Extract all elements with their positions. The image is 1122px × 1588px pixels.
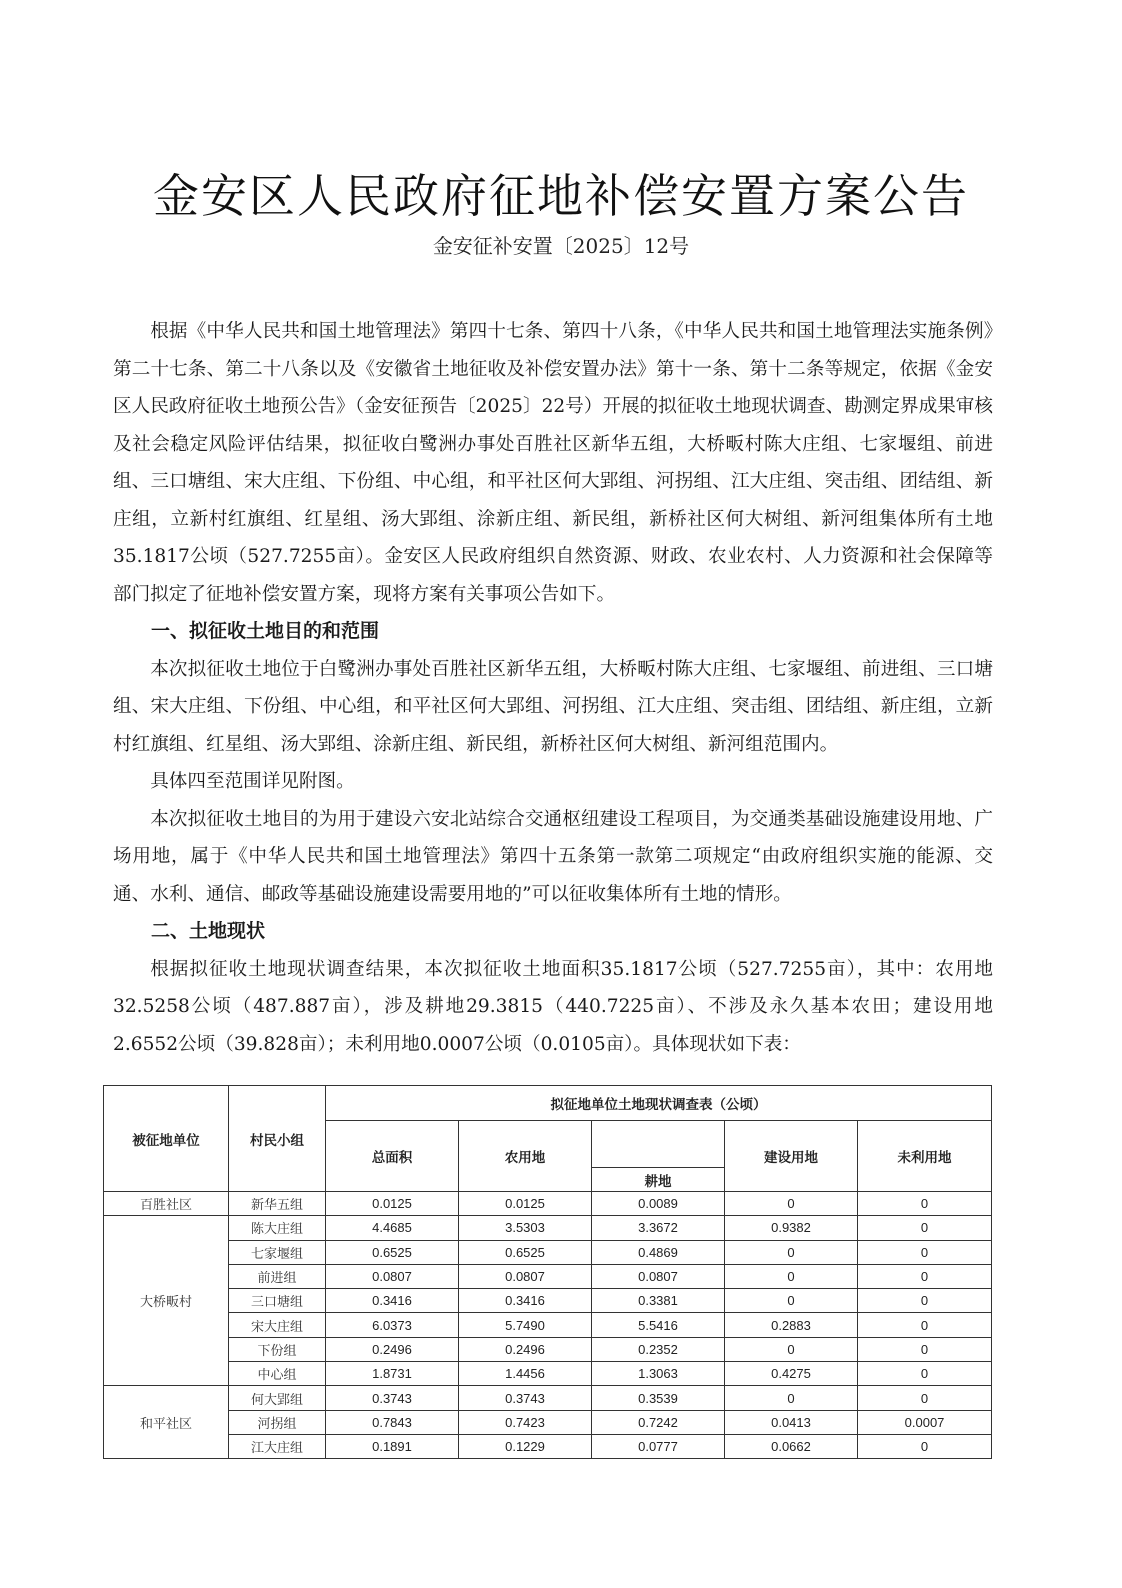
total-cell: 0.6525 bbox=[326, 1240, 459, 1264]
unit-cell: 和平社区 bbox=[104, 1386, 229, 1459]
construction-cell: 0 bbox=[725, 1289, 858, 1313]
total-cell: 0.2496 bbox=[326, 1337, 459, 1361]
section1-paragraph-3: 本次拟征收土地目的为用于建设六安北站综合交通枢纽建设工程项目，为交通类基础设施建设用地、广场用地，属于《中华人民共和国土地管理法》第四十五条第一款第二项规定“由政府组织实施的能源、交通、水利、通信、邮政等基础设施建设需要用地的”可以征收集体所有土地的情形。 bbox=[113, 808, 993, 905]
unit-cell: 百胜社区 bbox=[104, 1192, 229, 1216]
arable-cell: 0.4869 bbox=[592, 1240, 725, 1264]
farm-cell: 0.0125 bbox=[459, 1192, 592, 1216]
arable-cell: 5.5416 bbox=[592, 1313, 725, 1337]
total-cell: 0.3416 bbox=[326, 1289, 459, 1313]
unused-cell: 0 bbox=[858, 1386, 992, 1410]
total-cell: 0.0125 bbox=[326, 1192, 459, 1216]
arable-cell: 0.7242 bbox=[592, 1410, 725, 1434]
page-title: 金安区人民政府征地补偿安置方案公告 bbox=[153, 169, 969, 223]
group-cell: 新华五组 bbox=[229, 1192, 326, 1216]
construction-cell: 0.0413 bbox=[725, 1410, 858, 1434]
total-cell: 0.1891 bbox=[326, 1434, 459, 1458]
unused-cell: 0 bbox=[858, 1192, 992, 1216]
total-cell: 6.0373 bbox=[326, 1313, 459, 1337]
group-cell: 陈大庄组 bbox=[229, 1216, 326, 1240]
table-row bbox=[104, 1240, 992, 1264]
construction-cell: 0.9382 bbox=[725, 1216, 858, 1240]
header-group: 村民小组 bbox=[229, 1086, 326, 1192]
total-cell: 1.8731 bbox=[326, 1362, 459, 1386]
arable-cell: 0.0089 bbox=[592, 1192, 725, 1216]
group-cell: 中心组 bbox=[229, 1362, 326, 1386]
farm-cell: 0.1229 bbox=[459, 1434, 592, 1458]
header-arable: 耕地 bbox=[592, 1168, 725, 1192]
arable-cell: 0.2352 bbox=[592, 1337, 725, 1361]
group-cell: 河拐组 bbox=[229, 1410, 326, 1434]
document-body bbox=[113, 313, 993, 1063]
table-row bbox=[104, 1337, 992, 1361]
arable-cell: 0.0777 bbox=[592, 1434, 725, 1458]
construction-cell: 0 bbox=[725, 1337, 858, 1361]
land-survey-table-wrapper bbox=[103, 1085, 991, 1459]
unused-cell: 0 bbox=[858, 1240, 992, 1264]
section2-heading: 二、土地现状 bbox=[151, 920, 266, 942]
table-row bbox=[104, 1289, 992, 1313]
unused-cell: 0 bbox=[858, 1434, 992, 1458]
group-cell: 宋大庄组 bbox=[229, 1313, 326, 1337]
arable-cell: 0.0807 bbox=[592, 1264, 725, 1288]
table-body bbox=[104, 1192, 992, 1459]
section1-paragraph-1: 本次拟征收土地位于白鹭洲办事处百胜社区新华五组，大桥畈村陈大庄组、七家堰组、前进组、三口塘组、宋大庄组、下份组、中心组，和平社区何大郢组、河拐组、江大庄组、突击组、团结组、新庄组，立新村红旗组、红星组、汤大郢组、涂新庄组、新民组，新桥社区何大树组、新河组范围内。 bbox=[113, 658, 993, 755]
construction-cell: 0 bbox=[725, 1192, 858, 1216]
header-farm: 农用地 bbox=[459, 1121, 592, 1192]
farm-cell: 0.0807 bbox=[459, 1264, 592, 1288]
farm-cell: 0.3416 bbox=[459, 1289, 592, 1313]
header-unit: 被征地单位 bbox=[104, 1086, 229, 1192]
group-cell: 七家堰组 bbox=[229, 1240, 326, 1264]
table-row bbox=[104, 1434, 992, 1458]
unused-cell: 0 bbox=[858, 1362, 992, 1386]
header-survey: 拟征地单位土地现状调查表（公顷） bbox=[326, 1086, 992, 1121]
arable-cell: 0.3539 bbox=[592, 1386, 725, 1410]
group-cell: 下份组 bbox=[229, 1337, 326, 1361]
group-cell: 江大庄组 bbox=[229, 1434, 326, 1458]
table-row bbox=[104, 1362, 992, 1386]
construction-cell: 0.2883 bbox=[725, 1313, 858, 1337]
farm-cell: 0.6525 bbox=[459, 1240, 592, 1264]
construction-cell: 0.0662 bbox=[725, 1434, 858, 1458]
arable-cell: 1.3063 bbox=[592, 1362, 725, 1386]
table-row bbox=[104, 1264, 992, 1288]
group-cell: 前进组 bbox=[229, 1264, 326, 1288]
header-construction: 建设用地 bbox=[725, 1121, 858, 1192]
farm-cell: 0.2496 bbox=[459, 1337, 592, 1361]
farm-cell: 0.3743 bbox=[459, 1386, 592, 1410]
farm-cell: 5.7490 bbox=[459, 1313, 592, 1337]
total-cell: 0.7843 bbox=[326, 1410, 459, 1434]
construction-cell: 0 bbox=[725, 1240, 858, 1264]
section1-paragraph-2: 具体四至范围详见附图。 bbox=[150, 771, 355, 792]
document-number: 金安征补安置〔2025〕12号 bbox=[432, 234, 690, 258]
header-unused: 未利用地 bbox=[858, 1121, 992, 1192]
total-cell: 0.0807 bbox=[326, 1264, 459, 1288]
unused-cell: 0 bbox=[858, 1313, 992, 1337]
land-survey-table bbox=[103, 1085, 992, 1459]
total-cell: 0.3743 bbox=[326, 1386, 459, 1410]
table-row bbox=[104, 1192, 992, 1216]
intro-paragraph: 根据《中华人民共和国土地管理法》第四十七条、第四十八条，《中华人民共和国土地管理法实施条例》第二十七条、第二十八条以及《安徽省土地征收及补偿安置办法》第十一条、第十二条等规定，依据《金安区人民政府征收土地预公告》（金安征预告〔2025〕22号）开展的拟征收土地现状调查、勘测定界成果审核及社会稳定风险评估结果，拟征收白鹭洲办事处百胜社区新华五组，大桥畈村陈大庄组、七家堰组、前进组、三口塘组、宋大庄组、下份组、中心组，和平社区何大郢组、河拐组、江大庄组、突击组、团结组、新庄组，立新村红旗组、红星组、汤大郢组、涂新庄组、新民组，新桥社区何大树组、新河组集体所有土地35.1817公顷（527.7255亩）。金安区人民政府组织自然资源、财政、农业农村、人力资源和社会保障等部门拟定了征地补偿安置方案，现将方案有关事项公告如下。 bbox=[113, 321, 993, 605]
total-cell: 4.4685 bbox=[326, 1216, 459, 1240]
unit-cell: 大桥畈村 bbox=[104, 1216, 229, 1386]
group-cell: 三口塘组 bbox=[229, 1289, 326, 1313]
construction-cell: 0.4275 bbox=[725, 1362, 858, 1386]
group-cell: 何大郢组 bbox=[229, 1386, 326, 1410]
unused-cell: 0 bbox=[858, 1264, 992, 1288]
farm-cell: 1.4456 bbox=[459, 1362, 592, 1386]
header-total: 总面积 bbox=[326, 1121, 459, 1192]
header-arable-top bbox=[592, 1121, 725, 1168]
section1-heading: 一、拟征收土地目的和范围 bbox=[151, 620, 380, 642]
construction-cell: 0 bbox=[725, 1264, 858, 1288]
unused-cell: 0 bbox=[858, 1337, 992, 1361]
construction-cell: 0 bbox=[725, 1386, 858, 1410]
unused-cell: 0 bbox=[858, 1289, 992, 1313]
unused-cell: 0 bbox=[858, 1216, 992, 1240]
arable-cell: 0.3381 bbox=[592, 1289, 725, 1313]
table-row bbox=[104, 1386, 992, 1410]
farm-cell: 0.7423 bbox=[459, 1410, 592, 1434]
table-row bbox=[104, 1313, 992, 1337]
unused-cell: 0.0007 bbox=[858, 1410, 992, 1434]
arable-cell: 3.3672 bbox=[592, 1216, 725, 1240]
table-row bbox=[104, 1216, 992, 1240]
section2-paragraph-1: 根据拟征收土地现状调查结果，本次拟征收土地面积35.1817公顷（527.7255亩），其中：农用地32.5258公顷（487.887亩），涉及耕地29.3815（440.7225亩）、不涉及永久基本农田；建设用地2.6552公顷（39.828亩）；未利用地0.0007公顷（0.0105亩）。具体现状如下表： bbox=[113, 958, 993, 1055]
farm-cell: 3.5303 bbox=[459, 1216, 592, 1240]
table-row bbox=[104, 1410, 992, 1434]
